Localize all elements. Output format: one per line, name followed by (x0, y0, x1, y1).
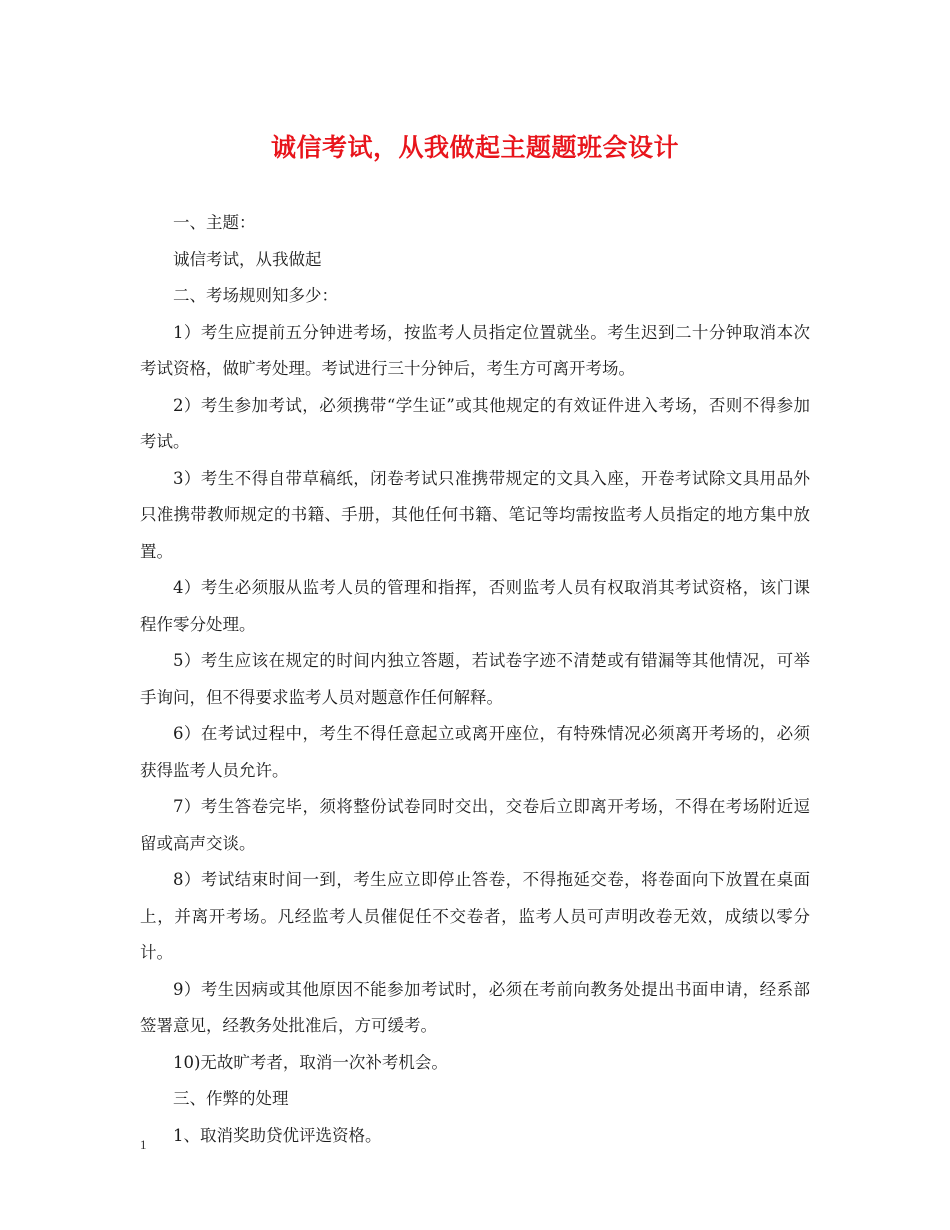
rule-item-3: 3）考生不得自带草稿纸，闭卷考试只准携带规定的文具入座，开卷考试除文具用品外只准携带教师规定的书籍、手册，其他任何书籍、笔记等均需按监考人员指定的地方集中放置。 (140, 468, 810, 561)
rule-item-4: 4）考生必须服从监考人员的管理和指挥，否则监考人员有权取消其考试资格，该门课程作零分处理。 (140, 578, 810, 634)
rule-item-2: 2）考生参加考试，必须携带“学生证”或其他规定的有效证件进入考场，否则不得参加考试。 (140, 395, 810, 451)
rule-item-8: 8）考试结束时间一到，考生应立即停止答卷，不得拖延交卷，将卷面向下放置在桌面上，并离开考场。凡经监考人员催促任不交卷者，监考人员可声明改卷无效，成绩以零分计。 (140, 870, 810, 962)
rule-item-9: 9）考生因病或其他原因不能参加考试时，必须在考前向教务处提出书面申请，经系部签署意见，经教务处批准后，方可缓考。 (140, 979, 810, 1035)
document-title: 诚信考试，从我做起主题题班会设计 (270, 133, 679, 162)
section-heading-rules: 二、考场规则知多少： (173, 286, 338, 305)
section-heading-theme: 一、主题： (173, 213, 256, 232)
rule-item-7: 7）考生答卷完毕，须将整份试卷同时交出，交卷后立即离开考场，不得在考场附近逗留或高声交谈。 (140, 797, 810, 853)
rule-item-5: 5）考生应该在规定的时间内独立答题，若试卷字迹不清楚或有错漏等其他情况，可举手询问，但不得要求监考人员对题意作任何解释。 (140, 651, 810, 707)
document-body (140, 205, 810, 1154)
theme-text: 诚信考试，从我做起 (173, 249, 322, 269)
rule-item-1: 1）考生应提前五分钟进考场，按监考人员指定位置就坐。考生迟到二十分钟取消本次考试资格，做旷考处理。考试进行三十分钟后，考生方可离开考场。 (140, 322, 810, 378)
page-number: 1 (140, 1137, 147, 1152)
rule-item-6: 6）在考试过程中，考生不得任意起立或离开座位，有特殊情况必须离开考场的，必须获得监考人员允许。 (140, 724, 810, 780)
section-heading-cheating: 三、作弊的处理 (173, 1089, 289, 1108)
cheating-item-1: 1、取消奖助贷优评选资格。 (173, 1125, 382, 1145)
rule-item-10: 10)无故旷考者，取消一次补考机会。 (173, 1052, 448, 1072)
